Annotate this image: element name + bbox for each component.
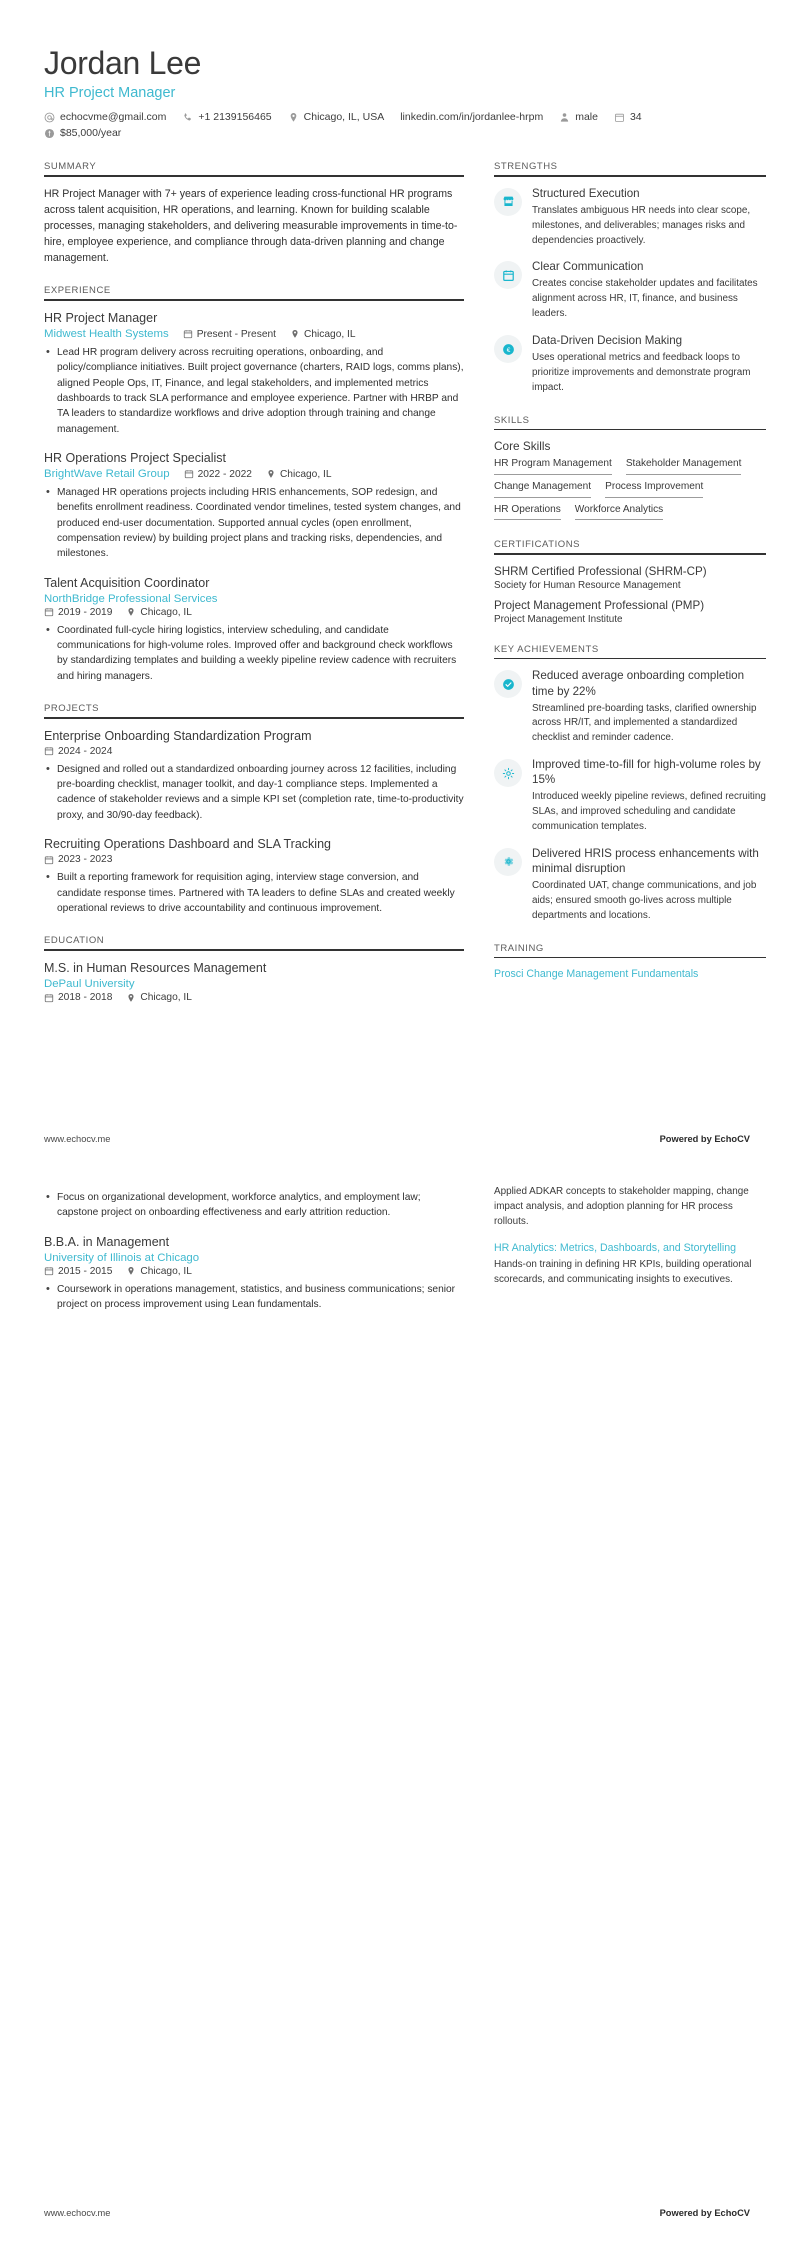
page-two-right-column bbox=[494, 1185, 766, 1288]
education-dates bbox=[44, 1266, 112, 1277]
education-location bbox=[126, 992, 192, 1003]
training-desc: Hands-on training in defining HR KPIs, building operational scorecards, and communicating insights to executives. bbox=[494, 1259, 752, 1286]
calendar-icon bbox=[183, 329, 193, 339]
strength-body bbox=[532, 186, 766, 249]
left-column bbox=[44, 161, 464, 1022]
experience-entry bbox=[44, 450, 464, 562]
education-school[interactable]: DePaul University bbox=[44, 978, 135, 991]
contact-row bbox=[44, 111, 750, 139]
store-icon bbox=[494, 188, 522, 216]
experience-title: Talent Acquisition Coordinator bbox=[44, 575, 210, 590]
section-strengths bbox=[494, 161, 766, 396]
education-entry-continued bbox=[44, 1190, 464, 1221]
certification-name: Project Management Professional (PMP) bbox=[494, 598, 705, 612]
contact-linkedin[interactable] bbox=[400, 111, 543, 123]
experience-entry bbox=[44, 310, 464, 437]
section-rule bbox=[494, 658, 766, 660]
section-summary bbox=[44, 161, 464, 266]
contact-gender bbox=[559, 111, 598, 123]
phone-icon bbox=[182, 112, 193, 123]
education-bullets bbox=[44, 1190, 464, 1221]
experience-location bbox=[126, 607, 192, 618]
education-location bbox=[126, 1266, 192, 1277]
achievement-desc: Coordinated UAT, change communications, and job aids; ensured smooth go-lives across multiple departments and locations. bbox=[532, 879, 757, 921]
contact-gender-text: male bbox=[575, 111, 598, 124]
project-dates bbox=[44, 854, 112, 865]
experience-entry bbox=[44, 575, 464, 684]
experience-location bbox=[290, 329, 356, 340]
skill-tag: Process Improvement bbox=[605, 481, 703, 498]
strength-body bbox=[532, 259, 766, 322]
location-icon bbox=[126, 607, 136, 617]
strength-desc: Translates ambiguous HR needs into clear scope, milestones, and deliverables; manages risks and dependencies proactively. bbox=[532, 204, 751, 246]
check-circle-icon bbox=[494, 670, 522, 698]
contact-age-text: 34 bbox=[629, 111, 642, 124]
experience-dates-text: Present - Present bbox=[196, 328, 276, 340]
footer-site[interactable]: www.echocv.me bbox=[44, 1134, 111, 1144]
achievement-title: Improved time-to-fill for high-volume roles by 15% bbox=[532, 758, 761, 787]
achievement-item bbox=[494, 668, 766, 746]
achievement-body bbox=[532, 668, 766, 746]
salary-icon bbox=[44, 128, 55, 139]
section-heading-certifications: CERTIFICATIONS bbox=[494, 539, 580, 551]
skill-tag: Workforce Analytics bbox=[575, 504, 663, 521]
section-heading-education: EDUCATION bbox=[44, 935, 105, 947]
resume-header bbox=[44, 46, 750, 139]
target-icon bbox=[494, 759, 522, 787]
contact-age bbox=[614, 111, 642, 123]
location-icon bbox=[126, 993, 136, 1003]
skill-tag: HR Program Management bbox=[494, 458, 612, 475]
experience-org-row bbox=[44, 593, 464, 605]
experience-location bbox=[266, 469, 332, 480]
calendar-icon bbox=[44, 746, 54, 756]
section-heading-experience: EXPERIENCE bbox=[44, 285, 111, 297]
achievement-desc: Introduced weekly pipeline reviews, defined recruiting SLAs, and improved scheduling and candidate communication templates. bbox=[532, 791, 766, 832]
skill-tag: HR Operations bbox=[494, 504, 561, 521]
calendar-icon bbox=[44, 855, 54, 865]
education-dates bbox=[44, 992, 112, 1003]
bullet: • Coordinated full-cycle hiring logistics, interview scheduling, and candidate communications for high-volume roles. Improved offer and background check workflows by standardizing templates and building a weekly pipeline review cadence with recruiters and hiring managers. bbox=[57, 623, 464, 684]
contact-phone[interactable] bbox=[182, 111, 271, 123]
contact-email[interactable] bbox=[44, 111, 166, 123]
section-projects bbox=[44, 703, 464, 916]
project-dates-text: 2024 - 2024 bbox=[58, 745, 113, 757]
strength-desc: Uses operational metrics and feedback loops to prioritize improvements and demonstrate program impact. bbox=[532, 352, 751, 393]
section-heading-projects: PROJECTS bbox=[44, 703, 100, 715]
location-icon bbox=[288, 112, 299, 123]
section-experience bbox=[44, 285, 464, 684]
education-entry bbox=[44, 960, 464, 1003]
experience-title: HR Project Manager bbox=[44, 310, 158, 325]
section-heading-summary: SUMMARY bbox=[44, 161, 97, 173]
education-dates-text: 2015 - 2015 bbox=[58, 1265, 113, 1277]
location-icon bbox=[266, 469, 276, 479]
strength-title: Data-Driven Decision Making bbox=[532, 334, 683, 348]
education-school-row bbox=[44, 1252, 464, 1264]
bullet: • Designed and rolled out a standardized onboarding journey across 12 facilities, including pre-boarding checklist, manager toolkit, and day-1 compliance steps. Implemented a cadence of stakeholder reviews and a simple KPI set (completion rate, time-to-productivity proxy, and 30/90-day feedback). bbox=[57, 762, 464, 823]
experience-location-text: Chicago, IL bbox=[140, 606, 192, 618]
location-icon bbox=[126, 1266, 136, 1276]
experience-bullets bbox=[44, 345, 464, 437]
education-location-text: Chicago, IL bbox=[140, 1265, 192, 1277]
education-degree: M.S. in Human Resources Management bbox=[44, 960, 267, 975]
section-rule bbox=[494, 553, 766, 555]
contact-salary-text: $85,000/year bbox=[60, 127, 122, 140]
experience-location-text: Chicago, IL bbox=[303, 328, 356, 340]
svg-text:€: € bbox=[506, 346, 510, 354]
euro-circle-icon bbox=[494, 335, 522, 363]
education-school-row bbox=[44, 978, 464, 990]
experience-dates bbox=[183, 329, 276, 340]
calendar-icon bbox=[184, 469, 194, 479]
section-heading-key-achievements: KEY ACHIEVEMENTS bbox=[494, 643, 599, 655]
bullet: • Coursework in operations management, statistics, and business communications; senior project on process improvement using Lean fundamentals. bbox=[57, 1282, 464, 1313]
calendar-icon bbox=[44, 1266, 54, 1276]
project-entry bbox=[44, 836, 464, 916]
section-heading-training: TRAINING bbox=[494, 942, 544, 954]
strength-desc: Creates concise stakeholder updates and facilitates alignment across HR, IT, finance, and business leaders. bbox=[532, 278, 758, 320]
training-name[interactable]: HR Analytics: Metrics, Dashboards, and Storytelling bbox=[494, 1241, 736, 1254]
education-bullets bbox=[44, 1282, 464, 1313]
calendar-icon bbox=[44, 607, 54, 617]
certification-item bbox=[494, 564, 766, 591]
resume-body bbox=[44, 161, 766, 1022]
footer-powered-prefix: Powered by bbox=[659, 1134, 715, 1144]
section-training bbox=[494, 943, 766, 982]
training-name[interactable]: Prosci Change Management Fundamentals bbox=[494, 968, 699, 981]
contact-linkedin-text: linkedin.com/in/jordanlee-hrpm bbox=[400, 111, 544, 124]
skill-group-title: Core Skills bbox=[494, 439, 551, 454]
section-skills bbox=[494, 415, 766, 520]
experience-dates bbox=[184, 469, 252, 480]
footer-powered-by bbox=[660, 1134, 750, 1144]
contact-salary bbox=[44, 127, 750, 139]
education-degree: B.B.A. in Management bbox=[44, 1234, 170, 1249]
contact-email-text: echocvme@gmail.com bbox=[60, 111, 167, 124]
project-dates-text: 2023 - 2023 bbox=[58, 854, 113, 866]
calendar-icon bbox=[44, 993, 54, 1003]
achievement-item bbox=[494, 846, 766, 924]
experience-dates-text: 2019 - 2019 bbox=[58, 606, 113, 618]
bullet: • Built a reporting framework for requisition aging, interview stage conversion, and candidate response times. Partnered with TA leaders to define SLAs and created weekly operational reviews to drive accountability and continuous improvement. bbox=[57, 870, 464, 916]
achievement-desc: Streamlined pre-boarding tasks, clarified ownership across HR/IT, and implemented a standardized checklist and reminder cadence. bbox=[532, 702, 757, 744]
achievement-body bbox=[532, 846, 766, 924]
section-key-achievements bbox=[494, 644, 766, 924]
skill-tag: Stakeholder Management bbox=[626, 458, 742, 475]
calendar-icon bbox=[614, 112, 625, 123]
experience-meta bbox=[44, 328, 464, 340]
project-bullets bbox=[44, 870, 464, 916]
section-rule bbox=[494, 957, 766, 959]
section-heading-skills: SKILLS bbox=[494, 414, 530, 426]
project-bullets bbox=[44, 762, 464, 823]
experience-bullets bbox=[44, 485, 464, 561]
certification-issuer: Project Management Institute bbox=[494, 613, 623, 625]
project-meta bbox=[44, 746, 464, 757]
experience-meta bbox=[44, 607, 464, 618]
experience-dates-text: 2022 - 2022 bbox=[197, 468, 252, 480]
contact-location bbox=[288, 111, 385, 123]
project-meta bbox=[44, 854, 464, 865]
resume-sheet bbox=[0, 0, 794, 1022]
person-icon bbox=[559, 112, 570, 123]
experience-location-text: Chicago, IL bbox=[279, 468, 332, 480]
section-rule bbox=[44, 175, 464, 177]
right-column bbox=[494, 161, 766, 1001]
strength-item bbox=[494, 333, 766, 396]
summary-text: HR Project Manager with 7+ years of experience leading cross-functional HR programs across talent acquisition, HR operations, and learning. Known for building scalable processes, managing stakeholders, and delivering measurable improvements in time-to-hire, employee experience, and compliance through data-driven planning and change management. bbox=[44, 187, 458, 265]
section-rule bbox=[44, 717, 464, 719]
location-icon bbox=[290, 329, 300, 339]
achievement-title: Reduced average onboarding completion time by 22% bbox=[532, 669, 745, 698]
education-meta bbox=[44, 1266, 464, 1277]
footer-powered-prefix: Powered by bbox=[659, 2208, 715, 2218]
page-two-content bbox=[0, 1185, 794, 1315]
page-footer bbox=[44, 2202, 750, 2218]
education-meta bbox=[44, 992, 464, 1003]
experience-title: HR Operations Project Specialist bbox=[44, 450, 227, 465]
email-icon bbox=[44, 112, 55, 123]
achievement-item bbox=[494, 757, 766, 835]
strength-title: Clear Communication bbox=[532, 260, 644, 274]
footer-brand: EchoCV bbox=[714, 2208, 750, 2218]
page-two-left-column bbox=[44, 1185, 464, 1315]
education-dates-text: 2018 - 2018 bbox=[58, 992, 113, 1004]
skill-tag: Change Management bbox=[494, 481, 591, 498]
gear-icon bbox=[494, 848, 522, 876]
contact-location-text: Chicago, IL, USA bbox=[303, 111, 385, 124]
strength-item bbox=[494, 259, 766, 322]
section-rule bbox=[494, 429, 766, 431]
project-dates bbox=[44, 746, 112, 757]
section-rule bbox=[44, 949, 464, 951]
section-heading-strengths: STRENGTHS bbox=[494, 161, 558, 173]
training-desc: Applied ADKAR concepts to stakeholder mapping, change impact analysis, and adoption planning for HR process rollouts. bbox=[494, 1186, 749, 1227]
calendar-icon bbox=[494, 261, 522, 289]
section-rule bbox=[44, 299, 464, 301]
strength-body bbox=[532, 333, 766, 396]
project-title: Enterprise Onboarding Standardization Program bbox=[44, 728, 312, 743]
skill-tag-list bbox=[494, 458, 766, 520]
project-entry bbox=[44, 728, 464, 823]
section-education bbox=[44, 935, 464, 1003]
bullet: • Lead HR program delivery across recruiting operations, onboarding, and policy/compliance initiatives. Built project governance (charters, RAID logs, comms plans), aligned People Ops, IT, Finance, and legal stakeholders, and implemented metrics dashboards to track SLA performance and employee experience. Partner with HRBP and TA leaders to standardize workflows and drive adoption through training and change management. bbox=[57, 345, 464, 437]
achievement-title: Delivered HRIS process enhancements with minimal disruption bbox=[532, 846, 759, 875]
education-location-text: Chicago, IL bbox=[140, 992, 192, 1004]
contact-phone-text: +1 2139156465 bbox=[198, 111, 272, 124]
strength-item bbox=[494, 186, 766, 249]
achievement-body bbox=[532, 757, 766, 835]
experience-meta bbox=[44, 468, 464, 480]
education-school[interactable]: University of Illinois at Chicago bbox=[44, 1251, 200, 1264]
certification-issuer: Society for Human Resource Management bbox=[494, 579, 681, 591]
certification-name: SHRM Certified Professional (SHRM-CP) bbox=[494, 564, 707, 578]
bullet: • Managed HR operations projects including HRIS enhancements, SOP redesign, and benefits enrollment readiness. Coordinated vendor timelines, tested system changes, and produced end-user documentation. Supported annual cycles (open enrollment, compensation review) by building project plans and tracking risks, dependencies, and milestones. bbox=[57, 485, 464, 561]
experience-dates bbox=[44, 607, 112, 618]
footer-powered-by bbox=[660, 2208, 750, 2218]
certification-item bbox=[494, 598, 766, 625]
education-entry bbox=[44, 1234, 464, 1313]
section-certifications bbox=[494, 539, 766, 625]
project-title: Recruiting Operations Dashboard and SLA Tracking bbox=[44, 837, 331, 852]
experience-org[interactable]: Midwest Health Systems bbox=[44, 328, 169, 341]
footer-brand: EchoCV bbox=[714, 1134, 750, 1144]
footer-site[interactable]: www.echocv.me bbox=[44, 2208, 111, 2218]
strength-title: Structured Execution bbox=[532, 186, 640, 200]
experience-bullets bbox=[44, 623, 464, 684]
page-title: Jordan Lee bbox=[44, 45, 202, 81]
headline: HR Project Manager bbox=[44, 85, 176, 102]
page-footer bbox=[44, 1128, 750, 1144]
experience-org[interactable]: BrightWave Retail Group bbox=[44, 468, 170, 481]
experience-org[interactable]: NorthBridge Professional Services bbox=[44, 592, 218, 605]
section-rule bbox=[494, 175, 766, 177]
bullet: • Focus on organizational development, workforce analytics, and employment law; capstone project on onboarding effectiveness and early attrition reduction. bbox=[57, 1190, 464, 1221]
